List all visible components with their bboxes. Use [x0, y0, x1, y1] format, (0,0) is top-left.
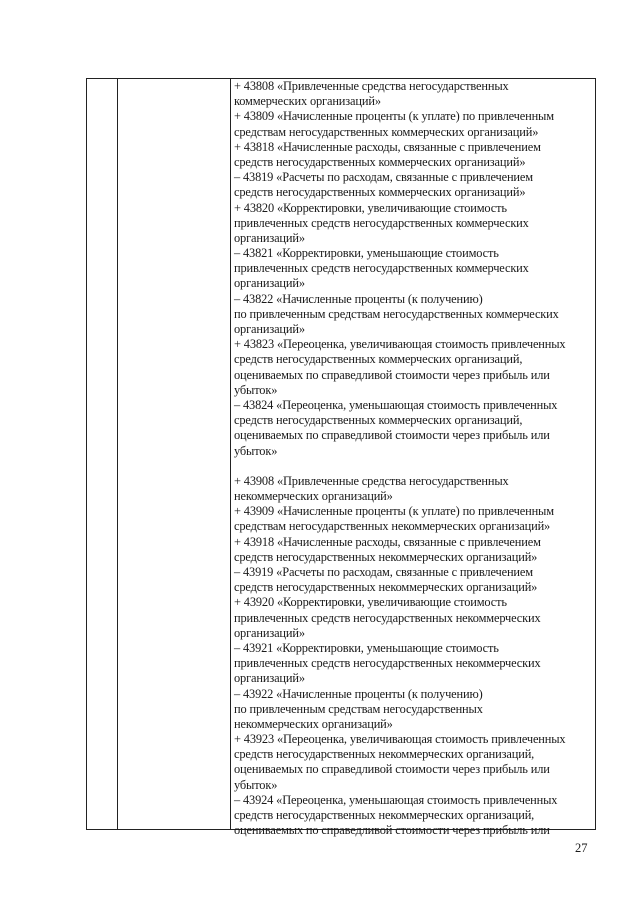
account-text-line: оцениваемых по справедливой стоимости через прибыль или: [234, 367, 550, 382]
account-text-line: + 43823 «Переоценка, увеличивающая стоимость привлеченных: [234, 337, 566, 352]
account-text-line: – 43824 «Переоценка, уменьшающая стоимость привлеченных: [234, 397, 558, 412]
document-table: [86, 78, 596, 838]
account-text-line: – 43919 «Расчеты по расходам, связанные с привлечением: [234, 565, 533, 579]
account-text-line: привлеченных средств негосударственных некоммерческих: [234, 610, 541, 625]
account-text-line: средств негосударственных коммерческих организаций,: [234, 413, 523, 428]
account-text-line: – 43921 «Корректировки, уменьшающие стоимость: [234, 640, 499, 655]
account-text-line: коммерческих организаций»: [234, 94, 381, 109]
account-text-line: организаций»: [234, 230, 305, 245]
account-text-line: – 43819 «Расчеты по расходам, связанные с привлечением: [234, 170, 533, 185]
account-text-line: по привлеченным средствам негосударственных коммерческих: [234, 306, 559, 321]
account-text-line: средств негосударственных коммерческих организаций»: [234, 185, 526, 200]
account-text-line: – 43821 «Корректировки, уменьшающие стоимость: [234, 246, 499, 261]
account-text-line: средствам негосударственных коммерческих организаций»: [234, 124, 539, 139]
account-text-line: – 43922 «Начисленные проценты (к получению): [234, 686, 483, 701]
account-text-line: организаций»: [234, 625, 305, 640]
account-text-line: оцениваемых по справедливой стоимости через прибыль или: [234, 428, 550, 443]
account-text-line: организаций»: [234, 322, 305, 336]
account-group-noncommercial: [234, 474, 593, 839]
table-column-divider: [230, 79, 231, 829]
account-text-line: + 43923 «Переоценка, увеличивающая стоимость привлеченных: [234, 732, 566, 747]
account-text-line: средств негосударственных некоммерческих организаций,: [234, 808, 535, 822]
account-text-line: привлеченных средств негосударственных некоммерческих: [234, 656, 541, 671]
account-text-line: + 43809 «Начисленные проценты (к уплате) по привлеченным: [234, 109, 554, 124]
account-text-line: средств негосударственных некоммерческих организаций»: [234, 549, 538, 564]
account-text-line: по привлеченным средствам негосударственных: [234, 701, 483, 716]
account-text-line: + 43908 «Привлеченные средства негосударственных: [234, 473, 509, 488]
account-text-line: привлеченных средств негосударственных коммерческих: [234, 215, 529, 230]
account-text-line: средств негосударственных некоммерческих организаций»: [234, 580, 538, 595]
account-text-line: убыток»: [234, 777, 278, 792]
account-text-line: некоммерческих организаций»: [234, 489, 393, 504]
account-text-line: средствам негосударственных некоммерческих организаций»: [234, 519, 551, 534]
group-spacer: [234, 459, 593, 474]
account-text-line: + 43820 «Корректировки, увеличивающие стоимость: [234, 200, 507, 215]
account-text-line: оцениваемых по справедливой стоимости через прибыль или: [234, 823, 550, 838]
account-text-line: убыток»: [234, 443, 278, 458]
account-text-line: средств негосударственных коммерческих организаций»: [234, 154, 526, 169]
account-text-line: + 43920 «Корректировки, увеличивающие стоимость: [234, 595, 507, 610]
account-text-line: организаций»: [234, 671, 305, 686]
table-column-divider: [117, 79, 118, 829]
account-text-line: – 43924 «Переоценка, уменьшающая стоимость привлеченных: [234, 792, 558, 807]
account-text-line: организаций»: [234, 276, 305, 291]
account-text-line: + 43909 «Начисленные проценты (к уплате) по привлеченным: [234, 504, 554, 519]
account-group-commercial: [234, 79, 593, 459]
account-text-line: оцениваемых по справедливой стоимости через прибыль или: [234, 762, 550, 777]
account-text-line: – 43822 «Начисленные проценты (к получению): [234, 291, 483, 306]
page-number: 27: [575, 841, 588, 855]
account-text-line: + 43918 «Начисленные расходы, связанные с привлечением: [234, 534, 541, 549]
account-text-line: убыток»: [234, 382, 278, 397]
account-text-line: + 43808 «Привлеченные средства негосударственных: [234, 79, 509, 93]
account-text-line: + 43818 «Начисленные расходы, связанные с привлечением: [234, 139, 541, 154]
account-text-line: привлеченных средств негосударственных коммерческих: [234, 261, 529, 276]
account-list-cell: [234, 79, 593, 838]
account-text-line: средств негосударственных некоммерческих организаций,: [234, 747, 535, 762]
account-text-line: средств негосударственных коммерческих организаций,: [234, 352, 523, 367]
account-text-line: некоммерческих организаций»: [234, 716, 393, 731]
